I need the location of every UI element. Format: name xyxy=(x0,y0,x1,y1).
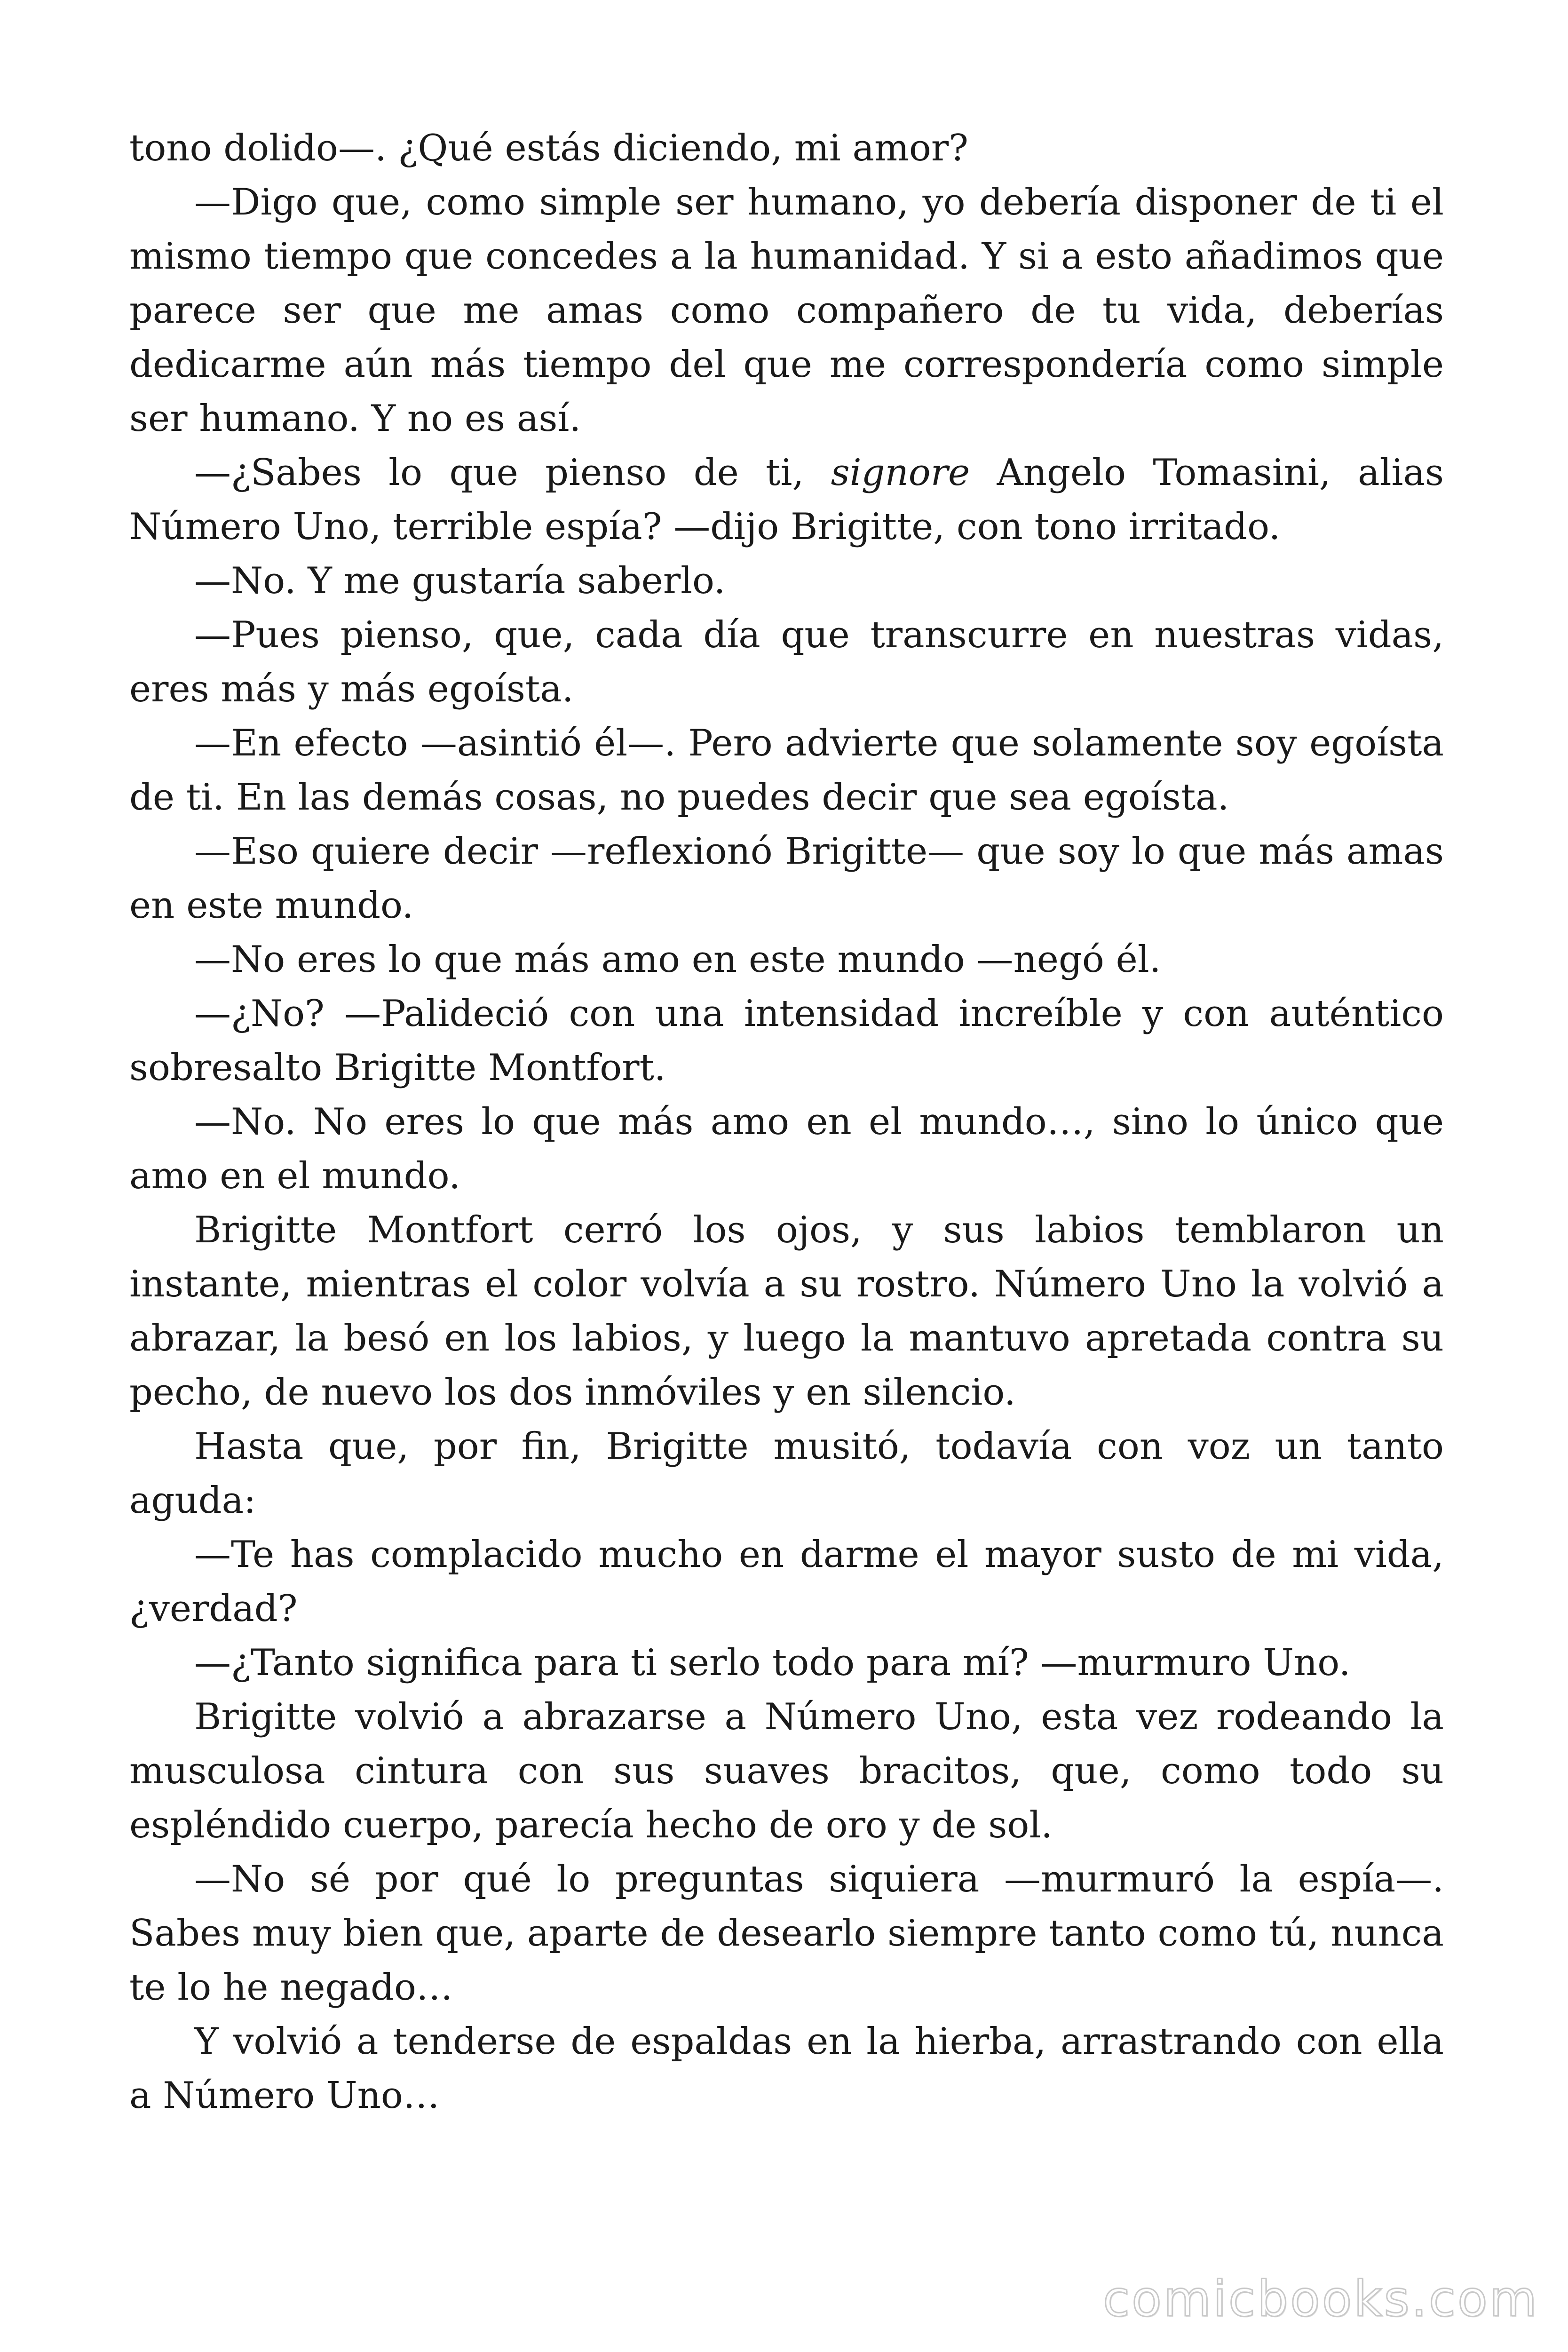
watermark: comicbooks.com xyxy=(1102,2270,1539,2328)
paragraph: Y volvió a tenderse de espaldas en la hierba, arrastrando con ella a Número Uno… xyxy=(129,2020,1444,2117)
paragraph: —En efecto —asintió él—. Pero advierte que solamente soy egoísta de ti. En las demás cosas, no puedes decir que sea egoísta. xyxy=(129,722,1444,818)
paragraph: —¿Tanto significa para ti serlo todo para mí? —murmuro Uno. xyxy=(194,1642,1351,1684)
paragraph: tono dolido—. ¿Qué estás diciendo, mi amor? xyxy=(129,127,968,169)
paragraph: —No eres lo que más amo en este mundo —negó él. xyxy=(194,938,1161,981)
paragraph: —Pues pienso, que, cada día que transcurre en nuestras vidas, eres más y más egoísta. xyxy=(129,614,1444,710)
paragraph: Brigitte Montfort cerró los ojos, y sus labios temblaron un instante, mientras el color volvía a su rostro. Número Uno la volvió a abrazar, la besó en los labios, y luego la mantuvo apretada contra su pecho, de nuevo los dos inmóviles y en silencio. xyxy=(129,1209,1444,1414)
paragraph: —Digo que, como simple ser humano, yo debería disponer de ti el mismo tiempo que concedes a la humanidad. Y si a esto añadimos que parece ser que me amas como compañero de tu vida, deberías dedicarme aún más tiempo del que me correspondería como simple ser humano. Y no es así. xyxy=(129,181,1444,440)
paragraph: —Eso quiere decir —reflexionó Brigitte— que soy lo que más amas en este mundo. xyxy=(129,830,1444,927)
paragraph: Hasta que, por fin, Brigitte musitó, todavía con voz un tanto aguda: xyxy=(129,1425,1444,1522)
paragraph: —No. No eres lo que más amo en el mundo…, sino lo único que amo en el mundo. xyxy=(129,1101,1444,1197)
paragraph: Brigitte volvió a abrazarse a Número Uno, esta vez rodeando la musculosa cintura con sus suaves bracitos, que, como todo su espléndido cuerpo, parecía hecho de oro y de sol. xyxy=(129,1696,1444,1846)
paragraph: —Te has complacido mucho en darme el mayor susto de mi vida, ¿verdad? xyxy=(129,1534,1444,1630)
paragraph: —¿No? —Palideció con una intensidad increíble y con auténtico sobresalto Brigitte Montfort. xyxy=(129,993,1444,1089)
body-text xyxy=(129,121,1444,2123)
paragraph: —No. Y me gustaría saberlo. xyxy=(194,560,726,602)
paragraph: —No sé por qué lo preguntas siquiera —murmuró la espía—. Sabes muy bien que, aparte de desearlo siempre tanto como tú, nunca te lo he negado… xyxy=(129,1858,1444,2009)
italic-word: signore xyxy=(831,452,970,494)
paragraph-italic-word: —¿Sabes lo que pienso de ti, signore Angelo Tomasini, alias Número Uno, terrible espía? —dijo Brigitte, con tono irritado. xyxy=(129,452,1444,548)
